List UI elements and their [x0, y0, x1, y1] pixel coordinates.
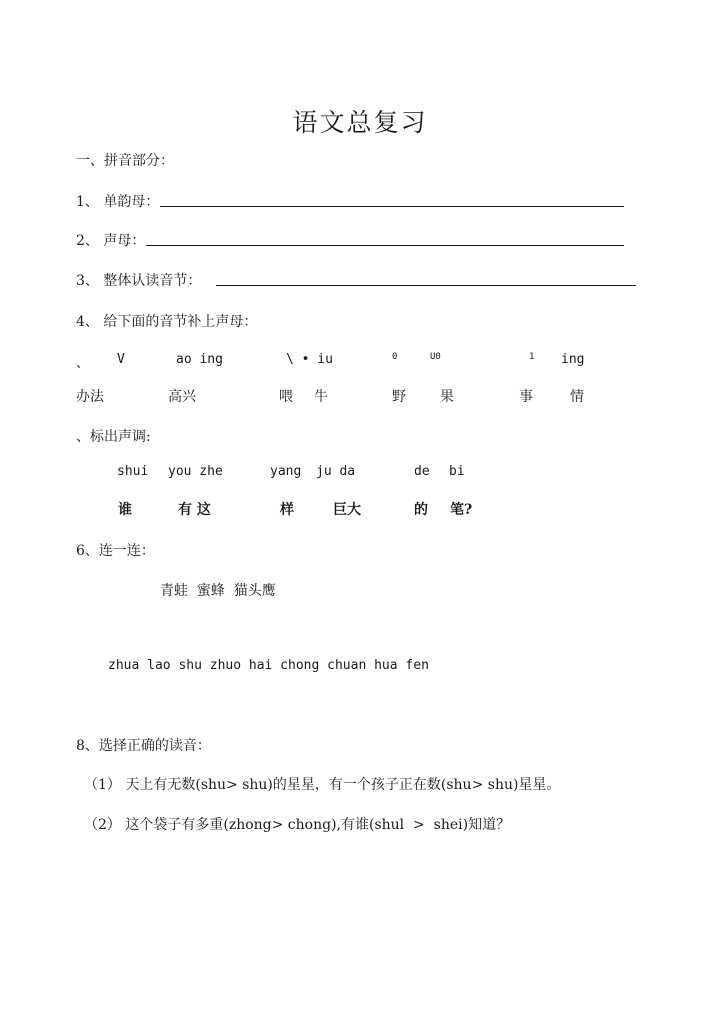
- word-banfa: 办法: [76, 389, 104, 405]
- word-guo: 果: [440, 389, 454, 405]
- answer-blank-2[interactable]: [146, 245, 624, 246]
- word-shi: 事: [519, 389, 533, 405]
- hanzi-you-zhe: 有 这: [178, 502, 211, 518]
- pinyin-de: de: [414, 464, 430, 479]
- hanzi-yang: 样: [280, 502, 294, 518]
- syllable-uo: U0: [430, 352, 441, 362]
- hanzi-ju-da: 巨大: [333, 502, 361, 518]
- word-gaoxing: 高兴: [168, 389, 196, 405]
- page-title: 语文总复习: [292, 108, 428, 137]
- question-2-label: 2、 声母：: [76, 233, 146, 249]
- word-wei: 喂: [279, 389, 293, 405]
- word-ye: 野: [392, 389, 406, 405]
- pinyin-ju-da: ju da: [316, 464, 356, 479]
- syllable-ing: ing: [561, 352, 585, 367]
- word-qing: 情: [570, 389, 584, 405]
- question-4-label: 4、 给下面的音节补上声母：: [76, 314, 258, 330]
- syllable-mark: 、: [76, 356, 90, 371]
- question-1-label: 1、 单韵母：: [76, 194, 160, 210]
- syllable-v: V: [117, 352, 125, 367]
- syllable-ao-ing: ao ing: [176, 352, 223, 367]
- question-6-label: 6、连一连：: [76, 543, 155, 559]
- word-niu: 牛: [314, 389, 328, 405]
- hanzi-shui: 谁: [118, 502, 132, 518]
- syllable-one: 1: [529, 352, 535, 362]
- answer-blank-3[interactable]: [216, 285, 636, 286]
- hanzi-bi: 笔?: [450, 502, 473, 518]
- pinyin-shui: shui: [117, 464, 149, 479]
- answer-blank-1[interactable]: [160, 206, 624, 207]
- pinyin-you-zhe: you zhe: [168, 464, 223, 479]
- question-3-label: 3、 整体认读音节：: [76, 273, 202, 289]
- pinyin-yang: yang: [270, 464, 302, 479]
- section-pinyin-heading: 一、拼音部分：: [76, 153, 174, 169]
- pinyin-bi: bi: [449, 464, 465, 479]
- animal-words: 青蛙 蜜蜂 猫头鹰: [160, 583, 276, 599]
- question-8-item-2: （2） 这个袋子有多重(zhong> chong),有谁(shul > shei)知道？: [84, 817, 511, 833]
- hanzi-de: 的: [414, 502, 428, 518]
- connect-pinyin-line: zhua lao shu zhuo hai chong chuan hua fen: [108, 658, 429, 673]
- question-5-label: 、标出声调:: [76, 429, 151, 445]
- question-8-item-1: （1） 天上有无数(shu> shu)的星星，有一个孩子正在数(shu> shu)星星。: [84, 777, 561, 793]
- syllable-zero: 0: [392, 352, 398, 362]
- syllable-iu: \ • iu: [286, 352, 333, 367]
- question-8-label: 8、选择正确的读音：: [76, 738, 211, 754]
